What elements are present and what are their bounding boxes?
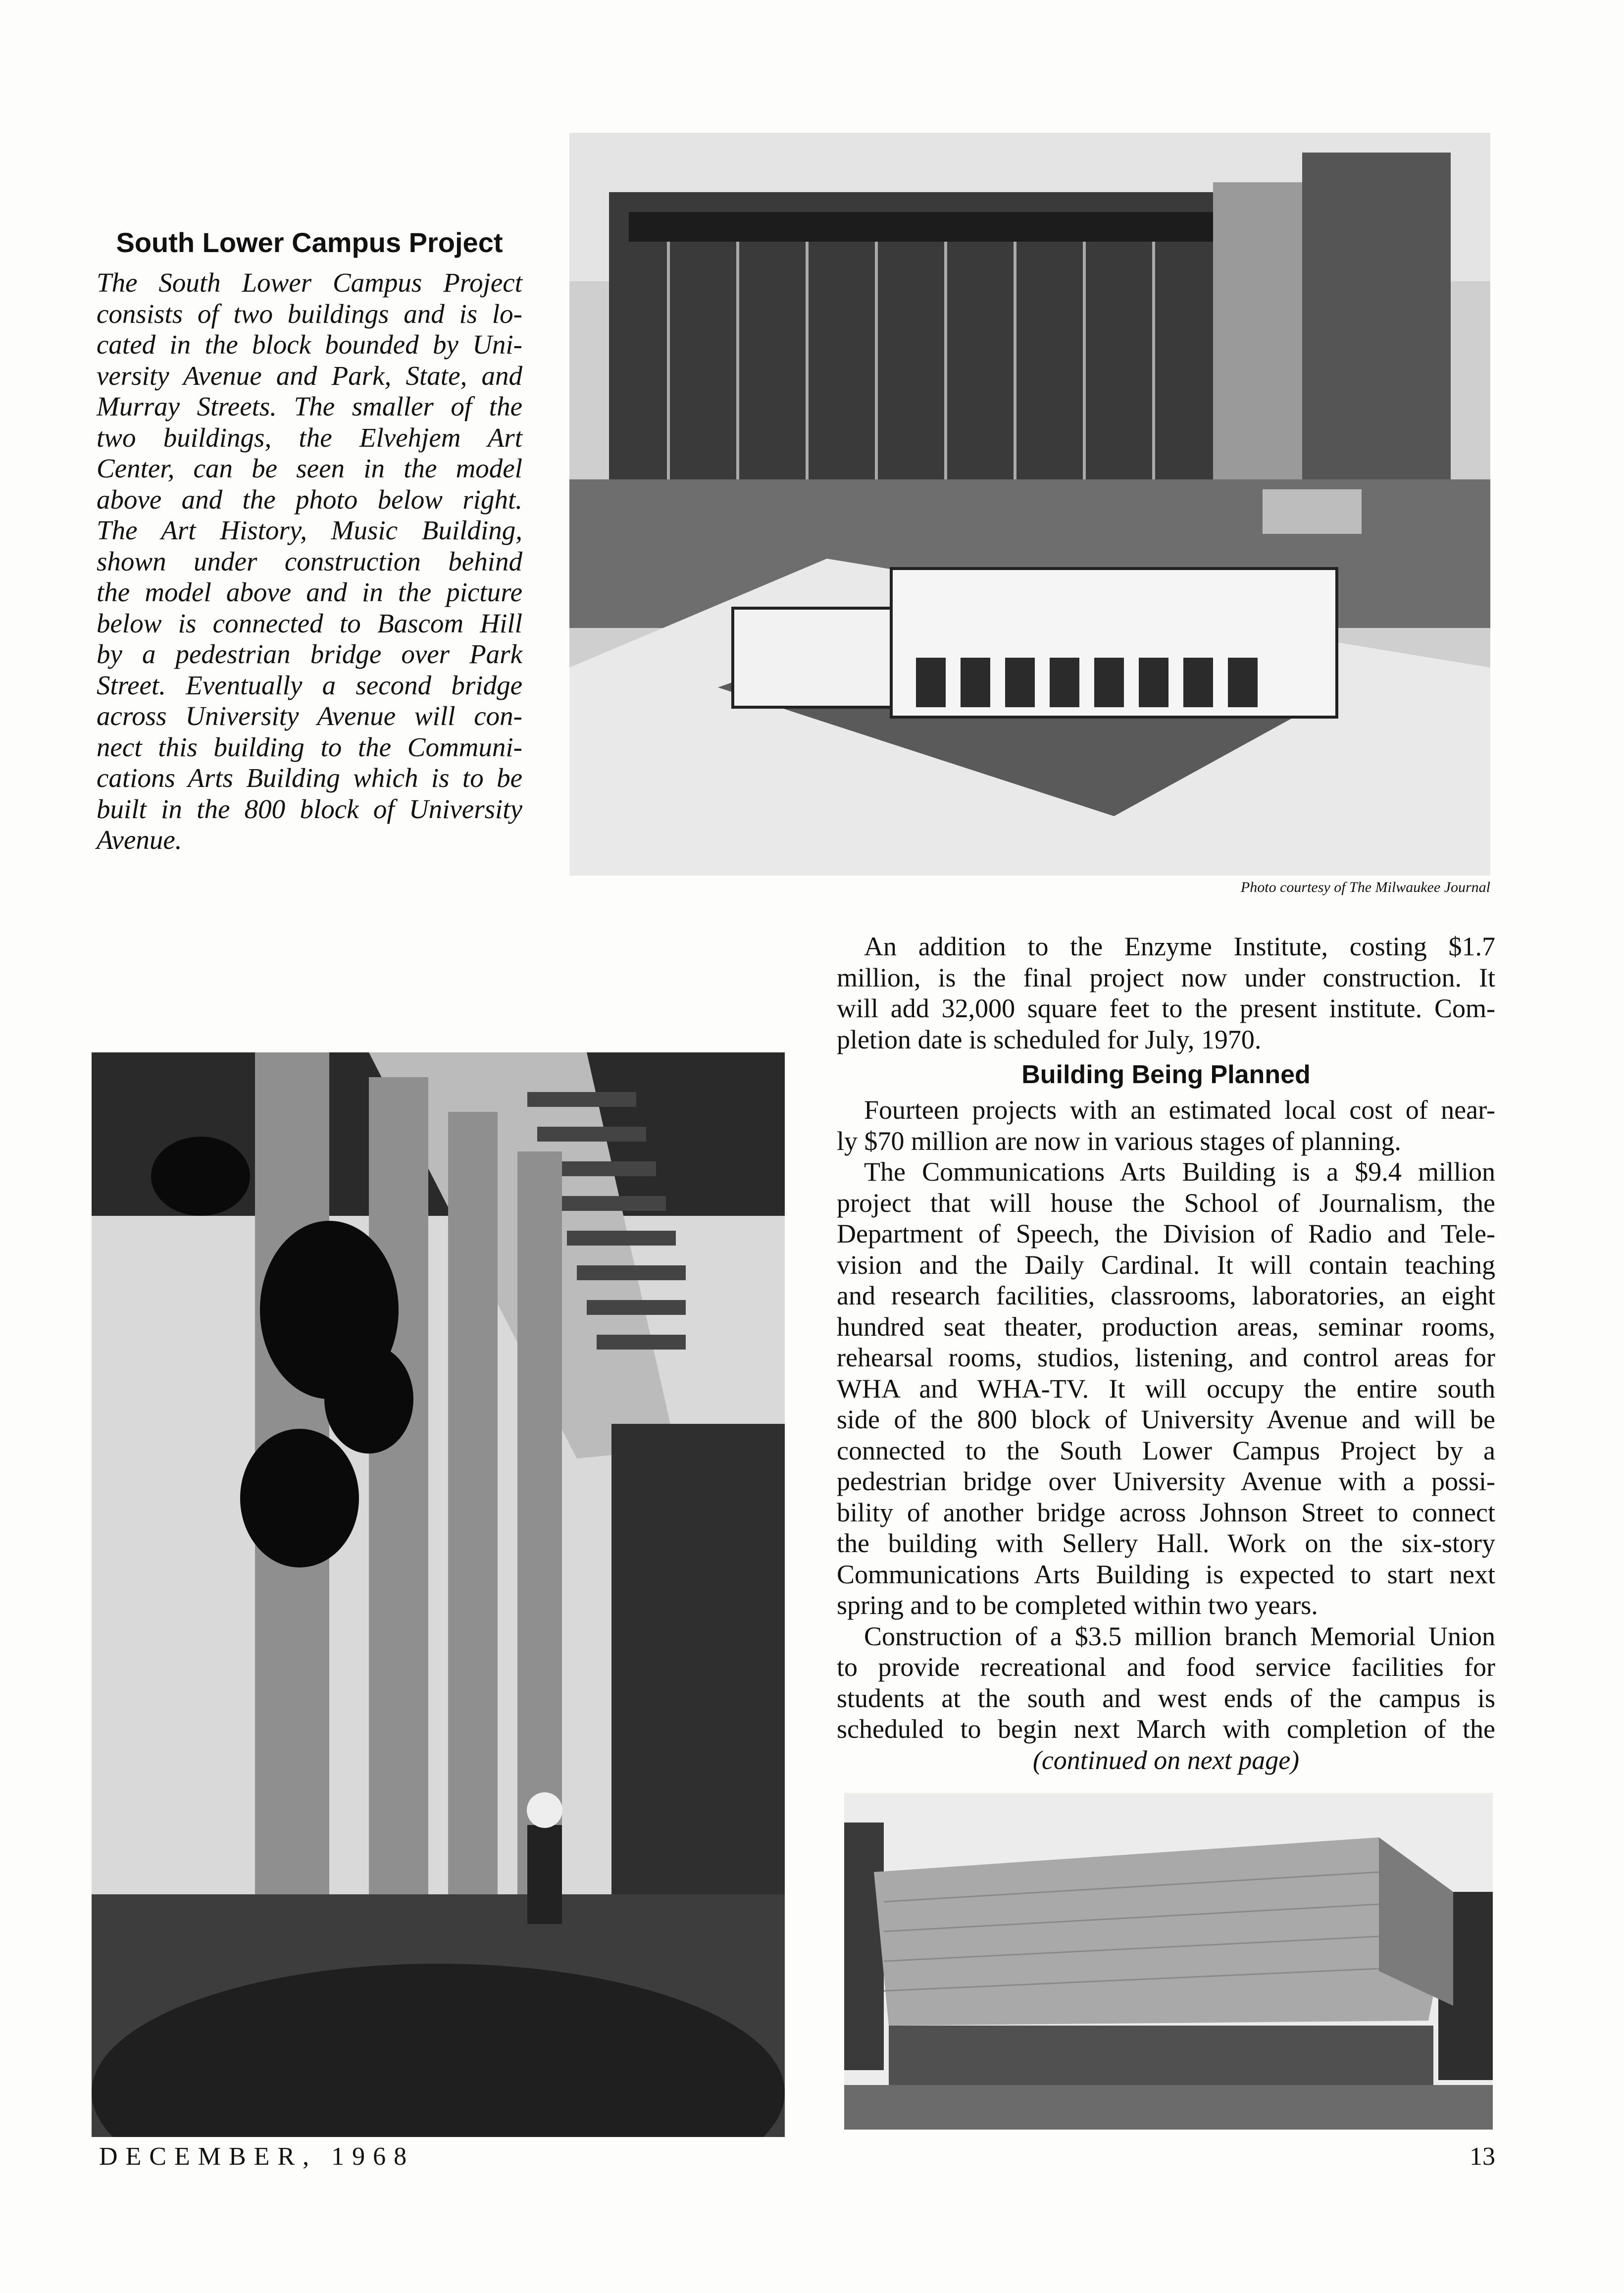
text-line: An addition to the Enzyme Institute, costing $1.7 [864,932,1495,961]
text-line: Murray Streets. The smaller of the [97,391,522,421]
section-heading-building-planned: Building Being Planned [1021,1060,1311,1089]
text-line: bility of another bridge across Johnson Street to connect [837,1497,1495,1527]
text-line: Fourteen projects with an estimated local cost of near- [864,1095,1495,1125]
text-line: The South Lower Campus Project [97,267,522,298]
paragraph-memorial-union [837,1621,1495,1776]
paragraph-communications-arts [837,1156,1495,1621]
text-line: The Art History, Music Building, [97,515,522,545]
text-line: across University Avenue will con- [97,701,522,731]
text-line: Street. Eventually a second bridge [97,670,522,700]
continued-notice: (continued on next page) [1032,1745,1300,1775]
text-line: Center, can be seen in the model [97,453,522,483]
article-right-column [837,931,1495,1775]
text-line: cations Arts Building which is to be [97,763,522,793]
text-line: cated in the block bounded by Uni- [97,329,522,360]
photo-model-construction [569,133,1490,876]
photo-credit: Photo courtesy of The Milwaukee Journal [1240,879,1490,895]
text-line: the building with Sellery Hall. Work on the six-story [837,1528,1495,1558]
text-line: spring and to be completed within two years. [837,1590,1318,1620]
text-line: Department of Speech, the Division of Radio and Tele- [837,1219,1495,1249]
text-line: below is connected to Bascom Hill [97,608,522,638]
text-line: two buildings, the Elvehjem Art [97,422,522,453]
text-line: Construction of a $3.5 million branch Memorial Union [864,1621,1495,1651]
paragraph-enzyme-institute [837,931,1495,1055]
text-line: shown under construction behind [97,546,522,576]
text-line: million, is the final project now under construction. It [837,962,1495,992]
photo-model-construction-image [569,133,1490,876]
text-line: versity Avenue and Park, State, and [97,360,522,391]
text-line: connected to the South Lower Campus Project by a [837,1435,1495,1465]
text-line: pletion date is scheduled for July, 1970. [837,1024,1262,1054]
text-line: consists of two buildings and is lo- [97,298,522,329]
paragraph-fourteen-projects [837,1094,1495,1156]
text-line: Avenue. [97,825,182,855]
text-line: nect this building to the Communi- [97,731,522,762]
text-line: will add 32,000 square feet to the present institute. Com- [837,993,1495,1023]
photo-art-history-building-image [92,1052,785,2137]
text-line: students at the south and west ends of the campus is [837,1683,1495,1713]
text-line: scheduled to begin next March with completion of the [837,1714,1495,1744]
text-line: to provide recreational and food service facilities for [837,1652,1495,1682]
page-number: 13 [1470,2142,1495,2171]
text-line: vision and the Daily Cardinal. It will contain teaching [837,1250,1495,1280]
text-line: by a pedestrian bridge over Park [97,639,522,669]
text-line: project that will house the School of Journalism, the [837,1188,1495,1218]
photo-elvehjem-art-center [844,1793,1493,2130]
text-line: the model above and in the picture [97,577,522,607]
photo-art-history-building [92,1052,785,2137]
section-heading-south-lower-campus: South Lower Campus Project [116,227,503,258]
text-line: rehearsal rooms, studios, listening, and control areas for [837,1343,1495,1372]
text-line: above and the photo below right. [97,484,522,515]
text-line: WHA and WHA-TV. It will occupy the entire south [837,1373,1495,1404]
text-line: pedestrian bridge over University Avenue with a possi- [837,1466,1495,1496]
footer-issue-date: DECEMBER, 1968 [99,2142,415,2171]
text-line: built in the 800 block of University [97,793,522,824]
text-line: and research facilities, classrooms, laboratories, an eight [837,1281,1495,1310]
text-line: ly $70 million are now in various stages of planning. [837,1126,1401,1156]
section-body-south-lower-campus [97,267,522,856]
photo-elvehjem-art-center-image [844,1793,1493,2130]
text-line: side of the 800 block of University Avenue and will be [837,1405,1495,1434]
text-line: Communications Arts Building is expected to start next [837,1559,1495,1589]
text-line: The Communications Arts Building is a $9.4 million [864,1157,1495,1187]
text-line: hundred seat theater, production areas, seminar rooms, [837,1311,1495,1342]
